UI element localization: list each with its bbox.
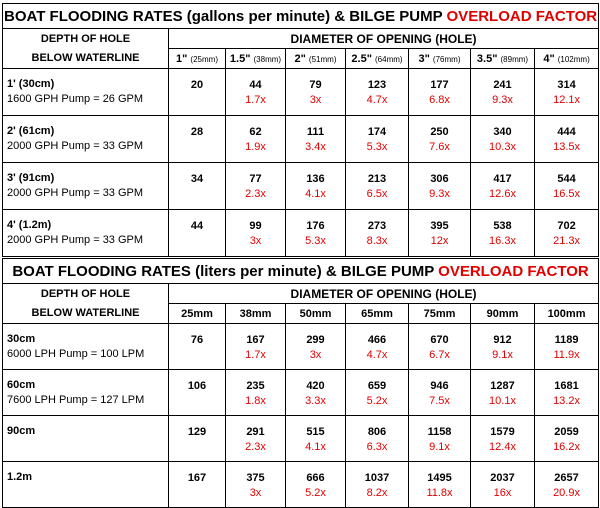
flow-rate: 1579: [490, 425, 515, 438]
overload-factor: 9.3x: [492, 94, 513, 106]
size-header: [471, 304, 535, 324]
flow-rate: 34: [190, 173, 204, 185]
flow-rate: 1495: [427, 471, 452, 484]
pump-capacity-empty: [7, 485, 168, 500]
flow-rate: 1189: [554, 333, 579, 346]
flow-rate: 28: [190, 126, 204, 138]
depth-cell: [3, 163, 169, 210]
flow-rate: 544: [557, 173, 576, 185]
table-row: [3, 116, 599, 163]
overload-factor: 11.9x: [553, 348, 580, 361]
size-label: 3.5": [476, 52, 498, 65]
flow-rate: 76: [190, 333, 204, 346]
overload-factor: 12x: [430, 235, 449, 247]
size-header: [226, 304, 286, 324]
size-label: 1.5": [229, 52, 251, 65]
table-title: [3, 259, 599, 284]
size-header: [535, 304, 599, 324]
flow-rate: 299: [306, 333, 325, 346]
depth-header-line-2: BELOW WATERLINE: [31, 306, 140, 319]
overload-factor: 2.3x: [245, 440, 266, 453]
rate-cell: [346, 69, 409, 116]
rate-cell: [346, 116, 409, 163]
overload-factor: 6.8x: [429, 94, 450, 106]
flow-rate: 670: [430, 333, 449, 346]
overload-factor: 13.2x: [553, 394, 580, 407]
overload-factor: 3x: [309, 348, 322, 361]
size-label: 100mm: [547, 307, 586, 320]
overload-factor: 3x: [309, 94, 322, 106]
rate-cell: [535, 210, 599, 257]
flow-rate: 1158: [427, 425, 452, 438]
overload-factor: 6.7x: [429, 348, 450, 361]
rate-cell: [535, 163, 599, 210]
rate-cell: [409, 462, 471, 508]
rate-cell: [471, 462, 535, 508]
depth-label: 1' (30cm): [7, 78, 55, 90]
diameter-header: DIAMETER OF OPENING (HOLE): [169, 284, 599, 304]
rate-cell: [535, 370, 599, 416]
overload-factor: 3x: [249, 235, 262, 247]
overload-factor: 6.5x: [366, 188, 388, 200]
pump-capacity: 2000 GPH Pump = 33 GPM: [7, 187, 144, 199]
rate-cell: [409, 324, 471, 370]
rate-cell: [169, 210, 226, 257]
flow-rate: 136: [306, 173, 325, 185]
overload-factor: 16x: [493, 486, 512, 499]
flow-rate: 340: [493, 126, 512, 138]
flow-rate: 395: [430, 220, 449, 232]
size-label: 50mm: [299, 307, 332, 320]
overload-factor: 16.3x: [489, 235, 516, 247]
overload-factor: 12.4x: [489, 440, 516, 453]
rate-cell: [346, 416, 409, 462]
depth-label: 4' (1.2m): [7, 219, 52, 231]
flow-rate: 177: [430, 79, 449, 91]
rate-cell: [226, 370, 286, 416]
overload-factor: 7.5x: [429, 394, 450, 407]
overload-factor: 4.1x: [305, 188, 326, 200]
rate-cell: [226, 324, 286, 370]
flow-rate: 44: [190, 220, 204, 232]
size-metric: (38mm): [253, 54, 282, 64]
flow-rate: 123: [367, 79, 387, 91]
rate-cell: [346, 210, 409, 257]
overload-factor: 4.1x: [305, 440, 326, 453]
flow-rate: 306: [430, 173, 449, 185]
overload-factor: 7.6x: [429, 141, 450, 153]
rate-cell: [535, 324, 599, 370]
rate-cell: [346, 370, 409, 416]
rate-cell: [471, 370, 535, 416]
overload-factor: 5.3x: [366, 141, 388, 153]
overload-factor: 9.1x: [492, 348, 513, 361]
title-row: [3, 259, 599, 284]
rate-cell: [409, 370, 471, 416]
rate-cell: [346, 462, 409, 508]
rate-cell: [409, 210, 471, 257]
overload-factor: 13.5x: [553, 141, 580, 153]
rate-cell: [169, 163, 226, 210]
flow-rate: 213: [367, 173, 387, 185]
size-metric: (25mm): [190, 54, 218, 64]
size-header: [409, 304, 471, 324]
depth-cell: [3, 416, 169, 462]
overload-factor: 20.9x: [553, 486, 580, 499]
table-row: [3, 370, 599, 416]
depth-label: 1.2m: [7, 470, 33, 483]
liters-table: [2, 258, 599, 508]
rate-cell: [409, 69, 471, 116]
title-row: [3, 4, 599, 29]
diameter-header: DIAMETER OF OPENING (HOLE): [169, 29, 599, 49]
rate-cell: [226, 116, 286, 163]
size-header: [471, 49, 535, 69]
flow-rate: 946: [430, 379, 449, 392]
depth-header-line-2: BELOW WATERLINE: [31, 51, 140, 64]
flow-rate: 515: [306, 425, 325, 438]
flow-rate: 174: [367, 126, 387, 138]
overload-factor: 6.3x: [366, 440, 388, 453]
size-header: [226, 49, 286, 69]
depth-cell: [3, 324, 169, 370]
rate-cell: [471, 324, 535, 370]
size-label: 65mm: [361, 307, 393, 320]
header-row: [3, 29, 599, 49]
rate-cell: [286, 416, 346, 462]
rate-cell: [471, 69, 535, 116]
rate-cell: [226, 416, 286, 462]
flow-rate: 538: [493, 220, 512, 232]
flow-rate: 912: [493, 333, 512, 346]
flow-rate: 167: [187, 471, 207, 484]
rate-cell: [169, 416, 226, 462]
flow-rate: 806: [367, 425, 387, 438]
table-row: [3, 416, 599, 462]
rate-cell: [169, 462, 226, 508]
rate-cell: [286, 210, 346, 257]
overload-factor: 3.3x: [305, 394, 326, 407]
overload-factor: 3.4x: [305, 141, 326, 153]
rate-cell: [286, 370, 346, 416]
depth-header-line-1: DEPTH OF HOLE: [40, 287, 131, 300]
rate-cell: [286, 116, 346, 163]
flow-rate: 44: [249, 79, 262, 91]
rate-cell: [346, 163, 409, 210]
rate-cell: [169, 69, 226, 116]
depth-label: 30cm: [7, 332, 36, 345]
overload-factor: 12.6x: [489, 188, 516, 200]
overload-factor: 5.2x: [305, 486, 326, 499]
overload-factor: 2.3x: [245, 188, 266, 200]
flow-rate: 2059: [554, 425, 579, 438]
size-label: 2": [294, 52, 306, 65]
depth-cell: [3, 210, 169, 257]
table-row: [3, 69, 599, 116]
flow-rate: 659: [367, 379, 387, 392]
size-metric: (64mm): [375, 54, 403, 64]
size-header: [286, 49, 346, 69]
rate-cell: [471, 210, 535, 257]
header-row: [3, 284, 599, 304]
title-overload-factor: OVERLOAD FACTOR: [446, 7, 598, 25]
overload-factor: 10.1x: [489, 394, 516, 407]
size-label: 75mm: [423, 307, 456, 320]
size-header: [535, 49, 599, 69]
depth-header: [3, 29, 169, 69]
pump-capacity: 2000 GPH Pump = 33 GPM: [7, 234, 144, 246]
size-header: [169, 304, 226, 324]
flow-rate: 1681: [554, 379, 579, 392]
rate-cell: [226, 462, 286, 508]
title-main: BOAT FLOODING RATES (liters per minute) & BILGE PUMP: [12, 262, 439, 280]
flow-rate: 176: [306, 220, 325, 232]
overload-factor: 9.3x: [429, 188, 450, 200]
size-metric: (76mm): [432, 54, 461, 64]
rate-cell: [409, 416, 471, 462]
flow-rate: 1287: [490, 379, 515, 392]
overload-factor: 3x: [249, 486, 262, 499]
pump-capacity: 1600 GPH Pump = 26 GPM: [7, 93, 144, 105]
rate-cell: [346, 324, 409, 370]
size-metric: (102mm): [557, 54, 590, 64]
overload-factor: 1.7x: [245, 348, 266, 361]
flow-rate: 79: [309, 79, 322, 91]
overload-factor: 10.3x: [489, 141, 516, 153]
rate-cell: [535, 416, 599, 462]
overload-factor: 1.9x: [245, 141, 266, 153]
overload-factor: 4.7x: [366, 348, 388, 361]
rate-cell: [535, 69, 599, 116]
pump-capacity-empty: [7, 439, 168, 454]
flow-rate: 444: [557, 126, 576, 138]
size-header: [346, 304, 409, 324]
rate-cell: [226, 163, 286, 210]
flow-rate: 235: [246, 379, 265, 392]
rate-cell: [169, 324, 226, 370]
title-overload-factor: OVERLOAD FACTOR: [438, 262, 589, 280]
flow-rate: 129: [187, 425, 207, 438]
table-row: [3, 462, 599, 508]
title-main: BOAT FLOODING RATES (gallons per minute) & BILGE PUMP: [4, 7, 447, 25]
overload-factor: 1.8x: [245, 394, 266, 407]
rate-cell: [471, 416, 535, 462]
flow-rate: 291: [246, 425, 265, 438]
depth-label: 3' (91cm): [7, 172, 55, 184]
flow-rate: 314: [557, 79, 576, 91]
flow-rate: 111: [306, 126, 325, 138]
size-label: 4": [543, 52, 555, 65]
depth-header: [3, 284, 169, 324]
rate-cell: [286, 69, 346, 116]
overload-factor: 16.2x: [553, 440, 580, 453]
size-label: 25mm: [181, 307, 213, 320]
rate-cell: [226, 210, 286, 257]
depth-cell: [3, 69, 169, 116]
size-label: 38mm: [239, 307, 272, 320]
flow-rate: 20: [190, 79, 204, 91]
pump-capacity: 6000 LPH Pump = 100 LPM: [7, 347, 145, 360]
rate-cell: [286, 462, 346, 508]
size-label: 2.5": [351, 52, 372, 65]
flow-rate: 167: [246, 333, 265, 346]
depth-cell: [3, 370, 169, 416]
size-label: 90mm: [486, 307, 519, 320]
size-metric: (51mm): [308, 54, 337, 64]
flow-rate: 250: [430, 126, 449, 138]
rate-cell: [169, 116, 226, 163]
rate-cell: [286, 163, 346, 210]
depth-label: 60cm: [7, 378, 36, 391]
size-label: 3": [418, 52, 430, 65]
overload-factor: 8.3x: [366, 235, 388, 247]
size-header: [409, 49, 471, 69]
gallons-table: [2, 3, 599, 257]
flow-rate: 702: [557, 220, 576, 232]
table-row: [3, 163, 599, 210]
overload-factor: 5.3x: [305, 235, 326, 247]
flow-rate: 106: [187, 379, 207, 392]
overload-factor: 11.8x: [426, 486, 453, 499]
depth-cell: [3, 116, 169, 163]
depth-header-line-1: DEPTH OF HOLE: [40, 32, 131, 45]
flow-rate: 375: [246, 471, 265, 484]
overload-factor: 4.7x: [366, 94, 388, 106]
depth-label: 2' (61cm): [7, 125, 55, 137]
flow-rate: 666: [306, 471, 325, 484]
size-label: 1": [176, 52, 188, 65]
flow-rate: 2037: [490, 471, 515, 484]
table-row: [3, 324, 599, 370]
flow-rate: 62: [249, 126, 262, 138]
flow-rate: 417: [493, 173, 512, 185]
table-row: [3, 210, 599, 257]
size-header: [169, 49, 226, 69]
overload-factor: 1.7x: [245, 94, 266, 106]
flow-rate: 1037: [364, 471, 390, 484]
size-header: [286, 304, 346, 324]
pump-capacity: 7600 LPH Pump = 127 LPM: [7, 393, 145, 406]
overload-factor: 21.3x: [553, 235, 580, 247]
pump-capacity: 2000 GPH Pump = 33 GPM: [7, 140, 144, 152]
rate-cell: [471, 116, 535, 163]
overload-factor: 8.2x: [366, 486, 388, 499]
overload-factor: 9.1x: [429, 440, 450, 453]
flow-rate: 2657: [554, 471, 579, 484]
size-metric: (89mm): [500, 54, 529, 64]
rate-cell: [169, 370, 226, 416]
flow-rate: 466: [367, 333, 387, 346]
depth-cell: [3, 462, 169, 508]
flow-rate: 420: [306, 379, 325, 392]
rate-cell: [409, 163, 471, 210]
table-title: [3, 4, 599, 29]
size-header: [346, 49, 409, 69]
depth-label: 90cm: [7, 424, 36, 437]
overload-factor: 16.5x: [553, 188, 580, 200]
rate-cell: [535, 116, 599, 163]
rate-cell: [471, 163, 535, 210]
rate-cell: [286, 324, 346, 370]
flow-rate: 241: [493, 79, 512, 91]
rate-cell: [409, 116, 471, 163]
rate-cell: [226, 69, 286, 116]
flow-rate: 273: [367, 220, 387, 232]
flow-rate: 99: [249, 220, 262, 232]
overload-factor: 5.2x: [366, 394, 388, 407]
rate-cell: [535, 462, 599, 508]
flow-rate: 77: [249, 173, 262, 185]
overload-factor: 12.1x: [553, 94, 580, 106]
